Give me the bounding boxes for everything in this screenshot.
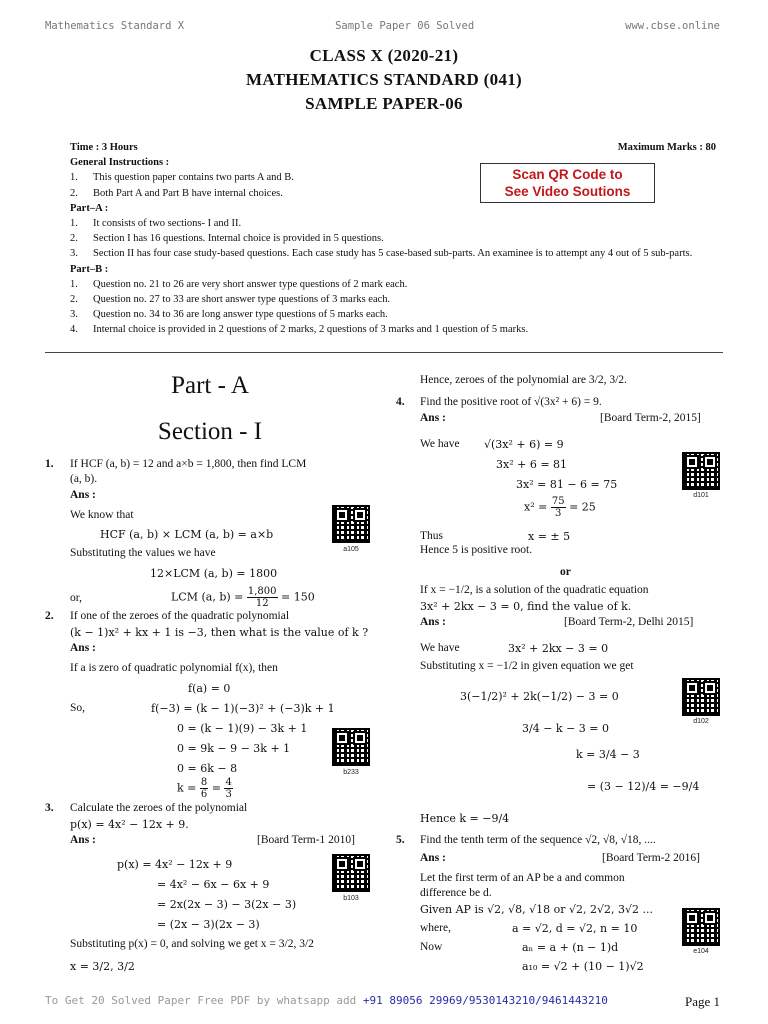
question-number: 1. [45,458,54,470]
part-heading: Part - A [171,372,249,399]
section-heading: Section - I [157,418,263,445]
answer-line: f(a) = 0 [188,682,231,695]
qr-code-icon[interactable] [332,728,370,766]
answer-line: 3x² + 6 = 81 [496,458,568,471]
instruction-item: 1. It consists of two sections- I and II. [70,218,242,230]
answer-line: Given AP is √2, √8, √18 or √2, 2√2, 3√2 ... [420,903,653,916]
instruction-item: 4. Internal choice is provided in 2 questions of 2 marks, 2 questions of 3 marks and 1 question of 5 marks. [70,324,529,336]
answer-line: = 2x(2x − 3) − 3(2x − 3) [157,898,297,911]
answer-line: Now [420,941,443,953]
instruction-item: 1. Question no. 21 to 26 are very short answer type questions of 2 mark each. [70,278,408,290]
question-text: Find the tenth term of the sequence √2, √8, √18, .... [420,834,656,846]
answer-line: We have [420,438,460,450]
question-text: If one of the zeroes of the quadratic polynomial [70,610,290,622]
answer-line: We have [420,642,460,654]
qr-code-id: b233 [343,769,359,776]
question-number: 5. [396,834,405,846]
answer-line: Hence, zeroes of the polynomial are 3/2, 3/2. [420,374,627,386]
question-text: 3x² + 2kx − 3 = 0, find the value of k. [420,600,632,613]
answer-line: If a is zero of quadratic polynomial f(x), then [70,662,278,674]
question-text: (a, b). [70,473,98,485]
max-marks-label: Maximum Marks : 80 [617,142,716,153]
qr-code-id: d102 [693,718,709,725]
qr-video-banner[interactable]: Scan QR Code to See Video Soutions [480,163,655,203]
question-number: 2. [45,610,54,622]
answer-line: 3x² = 81 − 6 = 75 [516,478,618,491]
section-divider [45,352,723,353]
answer-label: Ans : [420,616,446,628]
header-paper: Sample Paper 06 Solved [335,20,475,32]
answer-line: or, [70,592,82,604]
question-number: 3. [45,802,54,814]
qr-code-id: d101 [693,492,709,499]
title-subject: MATHEMATICS STANDARD (041) [245,70,523,89]
answer-line: where, [420,922,451,934]
instruction-item: 1. This question paper contains two parts A and B. [70,172,294,184]
answer-line: a₁₀ = √2 + (10 − 1)√2 [522,960,644,973]
answer-line: 0 = 9k − 9 − 3k + 1 [177,742,291,755]
answer-line: 3(−1/2)² + 2k(−1/2) − 3 = 0 [460,690,619,703]
header-website[interactable]: www.cbse.online [625,20,720,32]
footer-phone[interactable]: +91 89056 29969/9530143210/9461443210 [362,994,608,1007]
answer-label: Ans : [70,834,96,846]
instruction-item: 2. Section I has 16 questions. Internal choice is provided in 5 questions. [70,233,384,245]
answer-line: difference be d. [420,887,492,899]
answer-line: 0 = 6k − 8 [177,762,238,775]
question-text: (k − 1)x² + kx + 1 is −3, then what is the value of k ? [70,626,369,639]
time-marks-row [70,140,716,155]
answer-line: Hence k = −9/4 [420,812,510,825]
title-class: CLASS X (2020-21) [309,46,459,65]
answer-line: So, [70,702,86,714]
answer-line: Hence 5 is positive root. [420,544,533,556]
or-separator: or [560,566,571,578]
question-text: If x = −1/2, is a solution of the quadratic equation [420,584,649,596]
qr-code-icon[interactable] [682,678,720,716]
question-text: Find the positive root of √(3x² + 6) = 9. [420,396,602,408]
answer-line: 3/4 − k − 3 = 0 [522,722,609,735]
instruction-item: 2. Question no. 27 to 33 are short answer type questions of 3 marks each. [70,294,391,306]
answer-line: k = $\frac{8}{6}$ = $\frac{4}{3}$ [177,777,232,800]
answer-line: 12×LCM (a, b) = 1800 [150,567,278,580]
page-number: Page 1 [684,994,720,1009]
page-footer [45,994,720,1010]
qr-code-icon[interactable] [332,854,370,892]
answer-label: Ans : [420,852,446,864]
partA-heading: Part–A : [70,202,109,214]
answer-line: Substituting p(x) = 0, and solving we get x = 3/2, 3/2 [70,938,314,950]
running-header [45,20,720,32]
qr-code-icon[interactable] [682,452,720,490]
answer-line: Substituting the values we have [70,547,216,559]
question-text: p(x) = 4x² − 12x + 9. [70,818,189,831]
answer-line: Let the first term of an AP be a and common [420,872,625,884]
question-text: Calculate the zeroes of the polynomial [70,802,248,814]
answer-line: We know that [70,509,134,521]
title-block [0,44,768,116]
time-label: Time : 3 Hours [70,142,138,153]
answer-line: √(3x² + 6) = 9 [484,438,564,451]
answer-line: 3x² + 2kx − 3 = 0 [508,642,609,655]
qr-code-id: b103 [343,895,359,902]
answer-line: LCM (a, b) = $\frac{1,800}{12}$ = 150 [171,586,315,609]
qr-code-id: a105 [343,546,359,553]
instruction-item: 3. Question no. 34 to 36 are long answer type questions of 5 marks each. [70,309,388,321]
answer-line: HCF (a, b) × LCM (a, b) = a×b [100,528,274,541]
board-reference: [Board Term-2, Delhi 2015] [564,616,694,628]
footer-text: To Get 20 Solved Paper Free PDF by whatsapp add +91 89056 29969/9530143210/9461443210 [45,994,608,1007]
qr-code-id: e104 [693,948,709,955]
header-subject: Mathematics Standard X [45,20,185,32]
qr-code-icon[interactable] [332,505,370,543]
board-reference: [Board Term-1 2010] [257,834,355,846]
answer-line: k = 3/4 − 3 [576,748,640,761]
question-text: If HCF (a, b) = 12 and a×b = 1,800, then find LCM [70,458,307,470]
answer-line: Thus [420,530,443,542]
answer-line: f(−3) = (k − 1)(−3)² + (−3)k + 1 [151,702,335,715]
instruction-item: 2. Both Part A and Part B have internal choices. [70,187,283,199]
board-reference: [Board Term-2 2016] [602,852,700,864]
answer-line: x² = $\frac{75}{3}$ = 25 [524,496,596,519]
general-instructions-heading: General Instructions : [70,157,170,169]
answer-line: x = ± 5 [528,530,571,543]
board-reference: [Board Term-2, 2015] [600,412,701,424]
instruction-item: 3. Section II has four case study-based questions. Each case study has 5 case-based sub-parts. An examinee is to attempt any 4 out of 5 sub-parts. [70,248,693,260]
answer-label: Ans : [70,489,96,501]
answer-line: Substituting x = −1/2 in given equation we get [420,660,634,672]
answer-line: a = √2, d = √2, n = 10 [512,922,638,935]
title-paper: SAMPLE PAPER-06 [305,94,463,113]
right-column [392,360,722,980]
answer-line: x = 3/2, 3/2 [70,960,135,973]
answer-line: 0 = (k − 1)(9) − 3k + 1 [177,722,308,735]
answer-line: aₙ = a + (n − 1)d [522,941,619,954]
answer-line: = (2x − 3)(2x − 3) [157,918,260,931]
qr-code-icon[interactable] [682,908,720,946]
left-column [45,360,375,980]
partB-heading: Part–B : [70,263,109,275]
answer-line: p(x) = 4x² − 12x + 9 [117,858,233,871]
answer-line: = 4x² − 6x − 6x + 9 [157,878,270,891]
answer-label: Ans : [420,412,446,424]
question-number: 4. [396,396,405,408]
answer-label: Ans : [70,642,96,654]
answer-line: = (3 − 12)/4 = −9/4 [587,780,700,793]
